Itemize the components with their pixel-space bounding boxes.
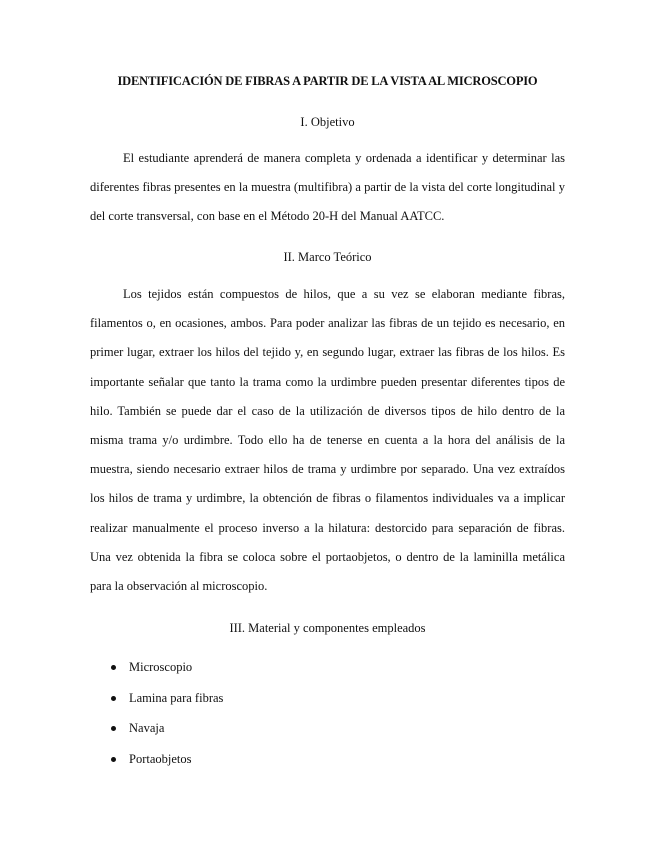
section-heading-objetivo: I. Objetivo: [300, 115, 355, 129]
objetivo-paragraph: El estudiante aprenderá de manera completa y ordenada a identificar y determinar las diferentes fibras presentes en la muestra (multifibra) a partir de la vista del corte longitudinal y del corte transversal, con base en el Método 20-H del Manual AATCC.: [90, 151, 565, 224]
section-heading-marco-teorico: II. Marco Teórico: [283, 250, 372, 264]
bullet-icon: [111, 665, 116, 670]
list-item: [90, 713, 223, 744]
list-item: [90, 744, 223, 775]
list-item-label: Microscopio: [129, 660, 193, 674]
materials-list: [90, 652, 223, 774]
document-title: IDENTIFICACIÓN DE FIBRAS A PARTIR DE LA VISTA AL MICROSCOPIO: [117, 74, 538, 88]
list-item: [90, 652, 223, 683]
list-item-label: Lamina para fibras: [129, 690, 224, 705]
list-item-label: Portaobjetos: [129, 751, 192, 766]
bullet-icon: [111, 696, 116, 701]
marco-teorico-paragraph: Los tejidos están compuestos de hilos, que a su vez se elaboran mediante fibras, filamentos o, en ocasiones, ambos. Para poder analizar las fibras de un tejido es necesario, en primer lugar, extraer los hilos del tejido y, en segundo lugar, extraer las fibras de los hilos. Es importante señalar que tanto la trama como la urdimbre pueden presentar diferentes tipos de hilo. También se puede dar el caso de la utilización de diversos tipos de hilo dentro de la misma trama y/o urdimbre. Todo ello ha de tenerse en cuenta a la hora del análisis de la muestra, siendo necesario extraer hilos de trama y urdimbre por separado. Una vez extraídos los hilos de trama y urdimbre, la obtención de fibras o filamentos individuales va a implicar realizar manualmente el proceso inverso a la hilatura: destorcido para separación de fibras. Una vez obtenida la fibra se coloca sobre el portaobjetos, o dentro de la laminilla metálica para la observación al microscopio.: [90, 287, 565, 594]
bullet-icon: [111, 757, 116, 762]
list-item: [90, 683, 223, 714]
section-heading-material: III. Material y componentes empleados: [229, 621, 426, 635]
bullet-icon: [111, 726, 116, 731]
list-item-label: Navaja: [129, 721, 165, 735]
